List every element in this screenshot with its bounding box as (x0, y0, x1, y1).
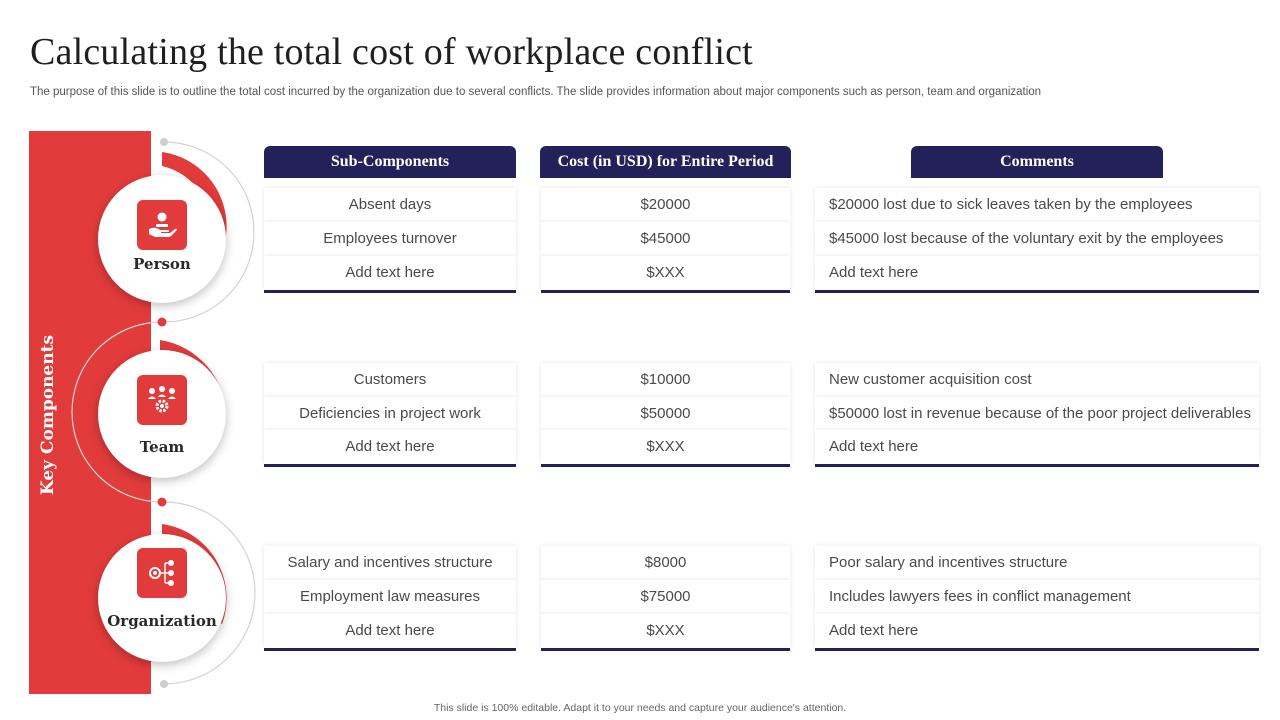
person-comments (815, 188, 1259, 294)
table-cell: Employees turnover (264, 222, 516, 256)
organization-circle (98, 534, 226, 662)
org-structure-icon (137, 548, 187, 598)
table-cell: $XXX (541, 256, 790, 290)
team-comments (815, 363, 1259, 469)
row-underline (541, 648, 790, 651)
table-cell: Add text here (264, 256, 516, 290)
header-comments: Comments (911, 146, 1163, 178)
table-cell: Poor salary and incentives structure (815, 546, 1259, 580)
team-costs (541, 363, 790, 469)
footer-note: This slide is 100% editable. Adapt it to your needs and capture your audience's attention. (433, 702, 847, 714)
table-cell: $XXX (541, 614, 790, 648)
organization-comments (815, 546, 1259, 652)
table-cell: Employment law measures (264, 580, 516, 614)
row-underline (264, 648, 516, 651)
table-cell: $20000 (541, 188, 790, 222)
table-cell: $50000 lost in revenue because of the poor project deliverables (815, 397, 1259, 431)
section-label-team: Team (139, 438, 185, 456)
table-cell: Absent days (264, 188, 516, 222)
person-costs (541, 188, 790, 294)
connector-dot-top (160, 138, 168, 146)
table-cell: $XXX (541, 430, 790, 464)
table-cell: Includes lawyers fees in conflict management (815, 580, 1259, 614)
table-cell: Customers (264, 363, 516, 397)
section-label-organization: Organization (107, 612, 217, 630)
row-underline (541, 464, 790, 467)
table-cell: Salary and incentives structure (264, 546, 516, 580)
table-cell: New customer acquisition cost (815, 363, 1259, 397)
person-circle (98, 175, 226, 303)
row-underline (264, 464, 516, 467)
person-sub-components (264, 188, 516, 294)
header-cost: Cost (in USD) for Entire Period (540, 146, 791, 178)
row-underline (815, 464, 1259, 467)
table-cell: $10000 (541, 363, 790, 397)
row-underline (815, 290, 1259, 293)
team-circle (98, 350, 226, 478)
table-cell: $8000 (541, 546, 790, 580)
connector-dot-bottom (160, 680, 168, 688)
table-cell: $45000 lost because of the voluntary exit by the employees (815, 222, 1259, 256)
table-cell: Add text here (815, 614, 1259, 648)
slide-subtitle: The purpose of this slide is to outline the total cost incurred by the organization due to several conflicts. The slide provides information about major components such as person, team and organization (30, 86, 1042, 98)
table-cell: Deficiencies in project work (264, 397, 516, 431)
table-cell: $75000 (541, 580, 790, 614)
connector-dot-1 (158, 318, 167, 327)
hand-person-icon (137, 200, 187, 250)
organization-sub-components (264, 546, 516, 652)
organization-costs (541, 546, 790, 652)
team-sub-components (264, 363, 516, 469)
key-components-label: Key Components (38, 334, 58, 496)
row-underline (815, 648, 1259, 651)
section-label-person: Person (133, 255, 191, 273)
row-underline (264, 290, 516, 293)
table-cell: $20000 lost due to sick leaves taken by the employees (815, 188, 1259, 222)
table-cell: Add text here (264, 614, 516, 648)
table-cell: Add text here (815, 256, 1259, 290)
header-sub-components: Sub-Components (264, 146, 516, 178)
table-cell: $50000 (541, 397, 790, 431)
team-gear-icon (137, 375, 187, 425)
slide-title: Calculating the total cost of workplace conflict (30, 31, 753, 73)
table-cell: $45000 (541, 222, 790, 256)
connector-dot-2 (158, 498, 167, 507)
table-cell: Add text here (264, 430, 516, 464)
table-cell: Add text here (815, 430, 1259, 464)
row-underline (541, 290, 790, 293)
